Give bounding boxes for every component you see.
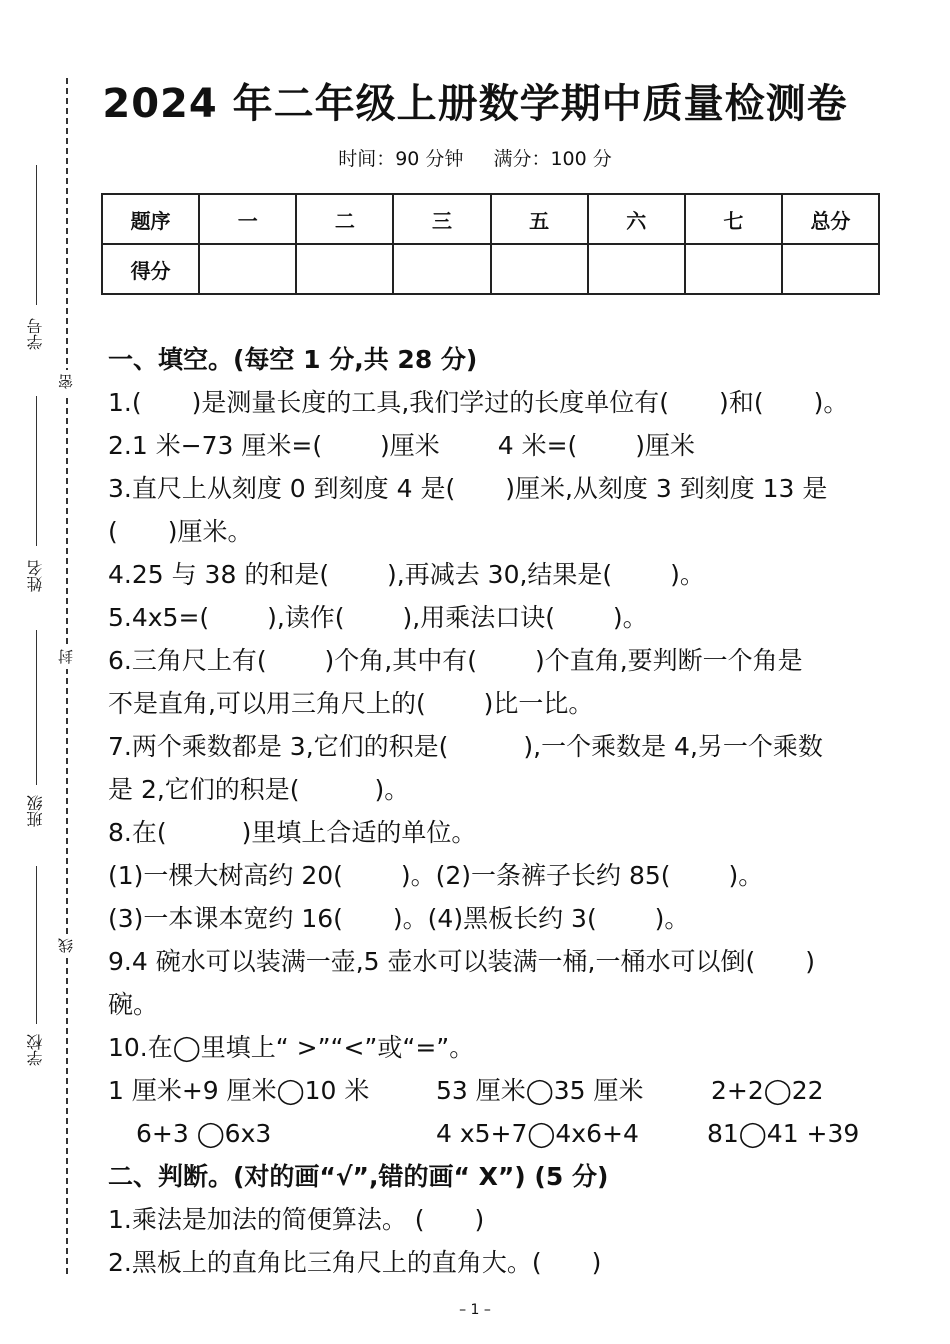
- binding-margin: [0, 0, 95, 1344]
- exam-full-score: 满分：100 分: [493, 148, 612, 170]
- score-header-cell: 一: [199, 194, 296, 244]
- score-cell[interactable]: [491, 244, 588, 294]
- question-line: 是 2,它们的积是( )。: [108, 775, 410, 804]
- compare-item: 1 厘米+9 厘米◯10 米: [108, 1076, 370, 1105]
- question-line: 碗。: [108, 990, 159, 1019]
- compare-item: 2+2◯22: [711, 1076, 824, 1105]
- compare-row: [108, 1069, 903, 1112]
- seal-mi: 密: [56, 370, 76, 394]
- page-title: 2024 年二年级上册数学期中质量检测卷: [102, 81, 848, 127]
- name-label: 姓名: [26, 560, 45, 592]
- school-label: 学校: [26, 1034, 45, 1066]
- section2-heading: 二、判断。(对的画“√”,错的画“ X”) (5 分): [108, 1162, 609, 1191]
- score-header-cell: 三: [393, 194, 490, 244]
- question-line: 4.25 与 38 的和是( ),再减去 30,结果是( )。: [108, 560, 705, 589]
- section1-heading: 一、填空。(每空 1 分,共 28 分): [108, 345, 478, 374]
- question-line: 3.直尺上从刻度 0 到刻度 4 是( )厘米,从刻度 3 到刻度 13 是: [108, 474, 828, 503]
- student-number-label: 学号: [26, 318, 45, 350]
- question-line: 7.两个乘数都是 3,它们的积是( ),一个乘数是 4,另一个乘数: [108, 732, 823, 761]
- score-header-cell: 七: [685, 194, 782, 244]
- question-content: [108, 338, 903, 1284]
- score-table-header-row: [102, 194, 879, 244]
- score-cell[interactable]: [588, 244, 685, 294]
- cut-line: [66, 78, 68, 1274]
- score-header-cell: 总分: [782, 194, 879, 244]
- score-table: [101, 193, 880, 295]
- exam-info: [0, 144, 950, 171]
- page-number: – 1 –: [459, 1302, 491, 1318]
- class-label: 班级: [26, 795, 45, 827]
- question-line: 2.1 米−73 厘米=( )厘米 4 米=( )厘米: [108, 431, 696, 460]
- name-line: [36, 396, 37, 546]
- score-cell[interactable]: [685, 244, 782, 294]
- score-header-cell: 二: [296, 194, 393, 244]
- score-cell[interactable]: [199, 244, 296, 294]
- question-line: (3)一本课本宽约 16( )。(4)黑板长约 3( )。: [108, 904, 690, 933]
- score-cell[interactable]: [782, 244, 879, 294]
- score-table-score-row: [102, 244, 879, 294]
- question-line: 1.乘法是加法的简便算法。 ( ): [108, 1205, 485, 1234]
- compare-item: 4 x5+7◯4x6+4: [436, 1119, 639, 1148]
- compare-item: 53 厘米◯35 厘米: [436, 1076, 644, 1105]
- exam-time: 时间：90 分钟: [338, 148, 464, 170]
- question-line: 2.黑板上的直角比三角尺上的直角大。( ): [108, 1248, 602, 1277]
- score-header-cell: 五: [491, 194, 588, 244]
- question-line: 9.4 碗水可以装满一壶,5 壶水可以装满一桶,一桶水可以倒( ): [108, 947, 815, 976]
- compare-item: 6+3 ◯6x3: [136, 1119, 272, 1148]
- compare-row: [108, 1112, 903, 1155]
- student-number-line: [36, 165, 37, 305]
- question-line: 6.三角尺上有( )个角,其中有( )个直角,要判断一个角是: [108, 646, 803, 675]
- score-row-label: 得分: [102, 244, 199, 294]
- score-cell[interactable]: [393, 244, 490, 294]
- question-line: (1)一棵大树高约 20( )。(2)一条裤子长约 85( )。: [108, 861, 764, 890]
- question-line: 10.在◯里填上“ >”“<”或“=”。: [108, 1033, 475, 1062]
- class-line: [36, 630, 37, 785]
- question-line: 不是直角,可以用三角尺上的( )比一比。: [108, 689, 594, 718]
- score-cell[interactable]: [296, 244, 393, 294]
- score-header-cell: 题序: [102, 194, 199, 244]
- seal-feng: 封: [56, 645, 76, 669]
- question-line: 1.( )是测量长度的工具,我们学过的长度单位有( )和( )。: [108, 388, 849, 417]
- seal-xian: 线: [56, 934, 76, 958]
- question-line: ( )厘米。: [108, 517, 253, 546]
- score-header-cell: 六: [588, 194, 685, 244]
- school-line: [36, 866, 37, 1024]
- question-line: 5.4x5=( ),读作( ),用乘法口诀( )。: [108, 603, 648, 632]
- compare-item: 81◯41 +39: [707, 1119, 860, 1148]
- question-line: 8.在( )里填上合适的单位。: [108, 818, 477, 847]
